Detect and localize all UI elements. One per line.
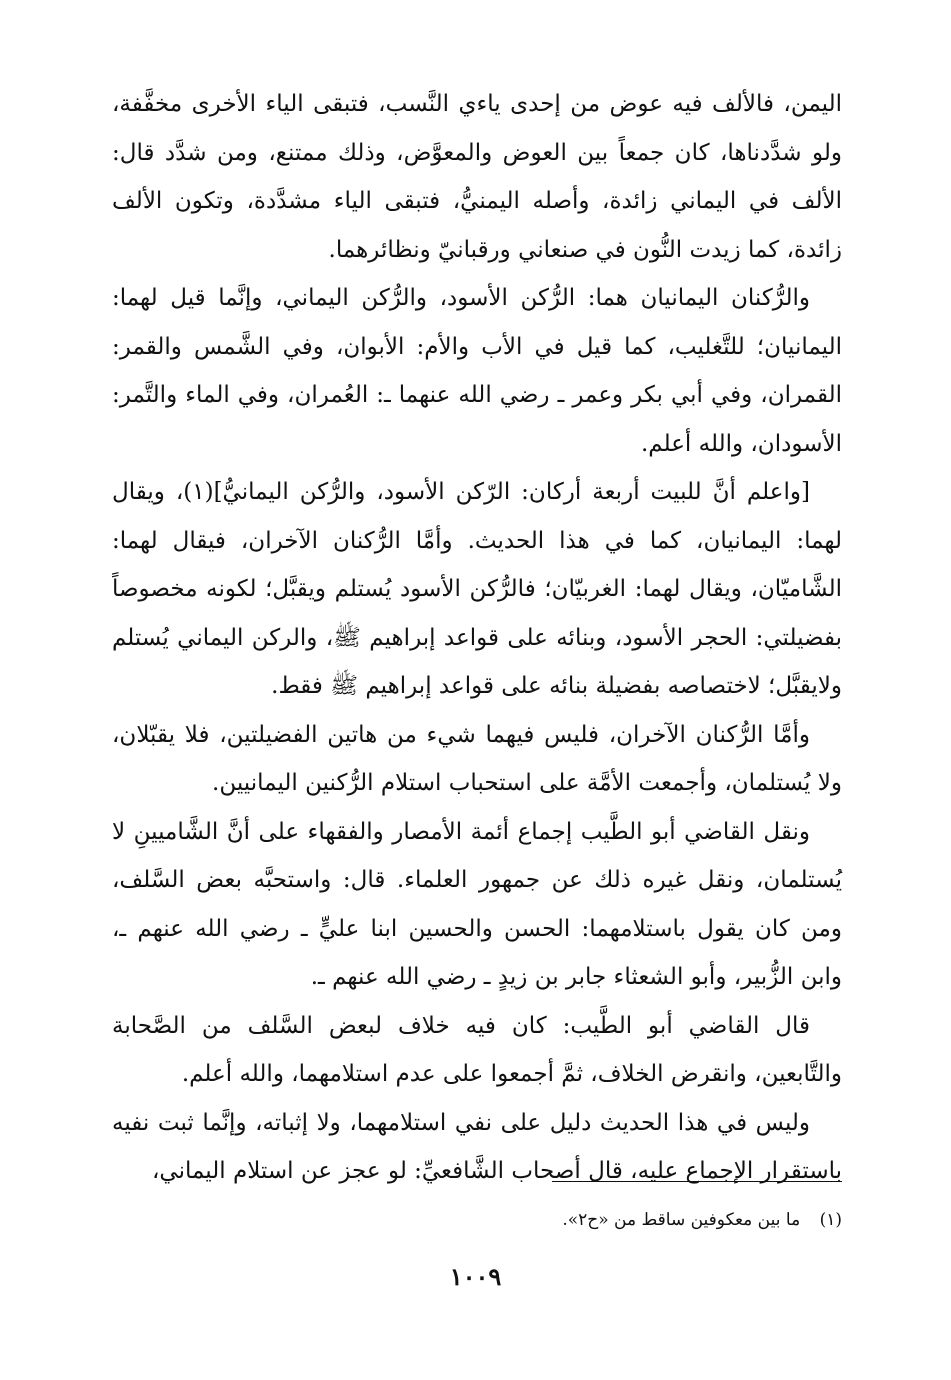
page-body <box>112 80 842 1196</box>
paragraph: اليمن، فالألف فيه عوض من إحدى ياءي النَّسب، فتبقى الياء الأخرى مخفَّفة، ولو شدَّدناها، كان جمعاً بين العوض والمعوَّض، وذلك ممتنع، ومن شدَّد قال: الألف في اليماني زائدة، وأصله اليمنيُّ، فتبقى الياء مشدَّدة، وتكون الألف زائدة، كما زيدت النُّون في صنعاني ورقبانيّ ونظائرهما. <box>112 91 842 263</box>
paragraph: وليس في هذا الحديث دليل على نفي استلامهما، ولا إثباته، وإنَّما ثبت نفيه باستقرار الإجماع عليه، قال أصحاب الشَّافعيِّ: لو عجز عن استلام اليماني، <box>112 1109 842 1184</box>
paragraph: ونقل القاضي أبو الطَّيب إجماع أئمة الأمصار والفقهاء على أنَّ الشَّاميينِ لا يُستلمان، ونقل غيره ذلك عن جمهور العلماء. قال: واستحبَّه بعض السَّلف، ومن كان يقول باستلامهما: الحسن والحسين ابنا عليٍّ ـ رضي الله عنهم ـ، وابن الزُّبير، وأبو الشعثاء جابر بن زيدٍ ـ رضي الله عنهم ـ. <box>112 818 842 990</box>
footnote-separator <box>552 1181 842 1182</box>
page-number: ١٠٠٩ <box>449 1262 502 1291</box>
paragraph: [واعلم أنَّ للبيت أربعة أركان: الرّكن الأسود، والرُّكن اليمانيُّ](١)، ويقال لهما: اليمانيان، كما في هذا الحديث. وأمَّا الرُّكنان الآخران، فيقال لهما: الشَّاميّان، ويقال لهما: الغربيّان؛ فالرُّكن الأسود يُستلم ويقبَّل؛ لكونه مخصوصاً بفضيلتي: الحجر الأسود، وبنائه على قواعد إبراهيم ﷺ، والركن اليماني يُستلم ولايقبَّل؛ لاختصاصه بفضيلة بنائه على قواعد إبراهيم ﷺ فقط. <box>112 479 842 699</box>
paragraph: وأمَّا الرُّكنان الآخران، فليس فيهما شيء من هاتين الفضيلتين، فلا يقبّلان، ولا يُستلمان، وأجمعت الأمَّة على استحباب استلام الرُّكنين اليمانيين. <box>112 721 842 796</box>
footnote-number: (١) <box>819 1210 842 1230</box>
footnote-text: ما بين معكوفين ساقط من «ح٢». <box>562 1210 801 1230</box>
paragraph: قال القاضي أبو الطَّيب: كان فيه خلاف لبعض السَّلف من الصَّحابة والتَّابعين، وانقرض الخلاف، ثمَّ أجمعوا على عدم استلامهما، والله أعلم. <box>112 1012 842 1087</box>
footnote <box>300 1207 842 1233</box>
paragraph: والرُّكنان اليمانيان هما: الرُّكن الأسود، والرُّكن اليماني، وإنَّما قيل لهما: اليمانيان؛ للتَّغليب، كما قيل في الأب والأم: الأبوان، وفي الشَّمس والقمر: القمران، وفي أبي بكر وعمر ـ رضي الله عنهما ـ: العُمران، وفي الماء والتَّمر: الأسودان، والله أعلم. <box>112 285 842 457</box>
